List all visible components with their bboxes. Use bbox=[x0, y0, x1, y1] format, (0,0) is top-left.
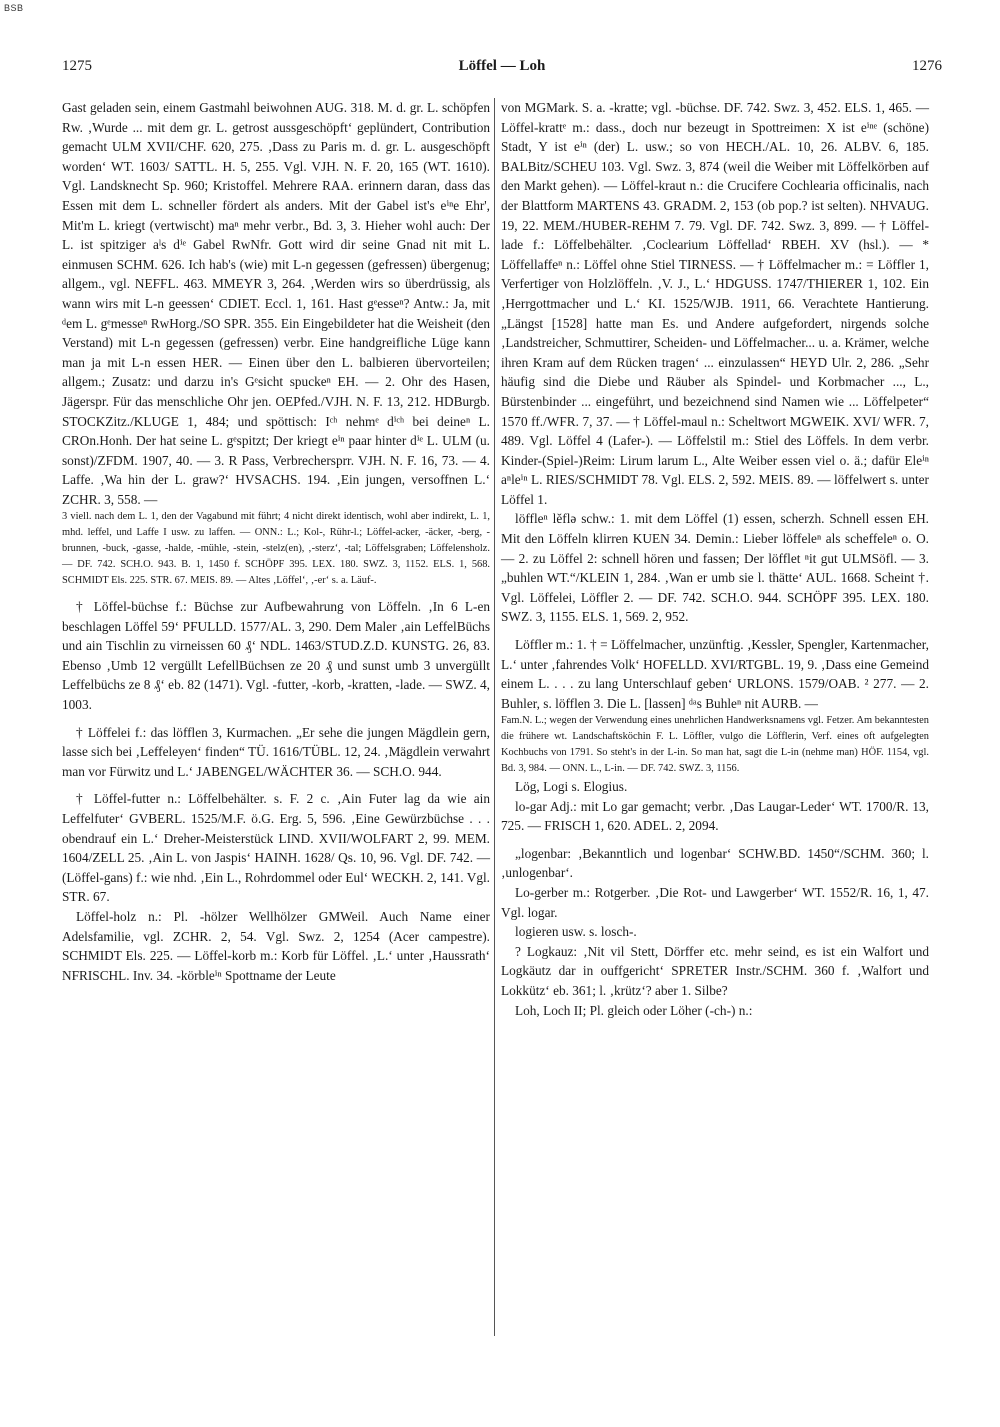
page-number-left: 1275 bbox=[62, 58, 92, 74]
page-header bbox=[62, 58, 942, 82]
right-column bbox=[501, 98, 929, 1020]
paragraph-gap bbox=[501, 627, 929, 635]
paragraph-gap bbox=[62, 781, 490, 789]
dictionary-entry: ? Logkauz: ‚Nit vil Stett, Dörffer etc. mehr seind, es ist ein Walfort und Logkäutz dar in ouffgericht‘ SPRETER Instr./SCHM. 360 f. ‚Walfort und Lokkütz‘ eb. 361; l. ‚krütz‘? aber 1. Silbe? bbox=[501, 943, 929, 998]
dictionary-entry: † Löffelei f.: das löfflen 3, Kurmachen. „Er sehe die jungen Mägdlein gern, lasse sich bei ‚Leffeleyen‘ finden“ TÜ. 1616/TÜBL. 12, 24. ‚Mägdlein verwahrt man vor Fürwitz und L.‘ JABENGEL/WÄCHTER 36. — SCH.O. 944. bbox=[62, 724, 490, 779]
dictionary-entry: † Löffel-büchse f.: Büchse zur Aufbewahrung von Löffeln. ‚In 6 L-en beschlagen Löffel 59‘ PFULLD. 1577/AL. 3, 290. Dem Maler ‚ain LeffelBüchs und ain Tischlin zu virneissen 60 ₰‘ NDL. 1463/STUD.Z.D. KUNSTG. 26, 83. Ebenso ‚Umb 12 vergüllt LefellBüchsen ze 20 ₰ und sunst umb 3 unvergüllt Leffelbüchs ze 8 ₰‘ eb. 82 (1471). Vgl. -futter, -korb, -kratten, -lade. — SWZ. 4, 1003. bbox=[62, 599, 490, 712]
library-stamp: BSB bbox=[4, 3, 24, 13]
entry-continuation: Gast geladen sein, einem Gastmahl beiwohnen AUG. 318. M. d. gr. L. schöpfen Rw. ‚Wurde ... mit dem gr. L. getrost aussgeschöpft‘ geplündert, Contribution gemacht ULM XVII/CHF. 620, 275. ‚Dass zu Paris m. d. gr. L. ausgeschöpft worden‘ WT. 1603/ SATTL. H. 5, 255. Vgl. VJH. N. F. 20, 165 (WT. 1610). Vgl. Landsknecht Sp. 960; Kristoffel. Mehrere RAA. erinnern daran, dass das Essen mit dem L. schneller fördert als anders. Mit der Gabel ist's eⁱⁿe Ehr', Mit'm L. kriegt (vertwischt) maⁿ mehr verbr., Bd. 3, 3. Hieher wohl auch: Der L. ist spitziger aˡs dⁱᵉ Gabel RwNfr. Gott wird dir seine Gnad nit mit L. einmusen SCHM. 626. Ich hab's (wie) mit L-n gegessen (gefressen) übergenug; allgem., vgl. NEFFL. 463. MMEYR 3, 264. ‚Werden wirs so überdrüssig, als wann wirs mit L-n geessen‘ CDIET. Eccl. 1, 161. Hast gᵉesseⁿ? Antw.: Ja, mit ᵈem L. gᵉmesseⁿ RwHorg./SO SPR. 355. Ein Eingebildeter hat die Weisheit (den Verstand) mit L-n gegessen (gefressen) verbr. Eine handgreifliche Lüge kann man ja mit L-n essen HER. — Einen über den L. balbieren übervorteilen; allgem.; Zusatz: und darzu in's Gᵉsicht spuckeⁿ EH. — 2. Ohr des Hasen, Jägerspr. Für das menschliche Ohr jen. OEPfed./VJH. N. F. 13, 212. HDBurgb. STOCKZitz./KLUGE 1, 484; und spöttisch: Iᶜʰ nehmᵉ dⁱᶜʰ bei deineⁿ L. CROn.Honh. Der hat seine L. gᵉspitzt; Der kriegt eⁱⁿ paar hinter dⁱᵉ L. ULM (u. sonst)/ZFDM. 1907, 40. — 3. R Pass, Verbrechersprr. VJH. N. F. 16, 73. — 4. Laffe. ‚Wa hin der L. graw?‘ HVSACHS. 194. ‚Ein jungen, versoffnen L.‘ ZCHR. 3, 558. — bbox=[62, 100, 490, 507]
dictionary-entry: lo-gar Adj.: mit Lo gar gemacht; verbr. ‚Das Laugar-Leder‘ WT. 1700/R. 13, 725. — FRISCH 1, 620. ADEL. 2, 2094. bbox=[501, 798, 929, 834]
running-title: Löffel — Loh bbox=[458, 58, 546, 74]
dictionary-entry: „logenbar: ‚Bekanntlich und logenbar‘ SCHW.BD. 1450“/SCHM. 360; l. ‚unlogenbar‘. bbox=[501, 845, 929, 881]
etymology-note: 3 viell. nach dem L. 1, den der Vagabund mit führt; 4 nicht direkt identisch, wohl aber indirekt, L. 1, mhd. leffel, und Laffe I usw. zu laffen. — ONN.: L.; Kol-, Rühr-l.; Löffel-acker, -äcker, -berg, -brunnen, -buck, -gasse, -halde, -mühle, -stein, -stelz(en), ‚-sterz‘, -tal; Löffelsgraben; Löffelensholz. — DF. 742. SCH.O. 943. B. 1, 1450 f. SCHÖPF 395. LEX. 180. SWZ. 3, 1152. ELS. 1, 568. SCHMIDT Els. 225. STR. 67. MEIS. 89. — Altes ‚Löffel‘, ‚-er‘ s. a. Läuf-. bbox=[62, 511, 490, 587]
page-number-right: 1276 bbox=[912, 58, 942, 74]
dictionary-entry: Löffler m.: 1. † = Löffelmacher, unzünftig. ‚Kessler, Spengler, Kartenmacher, L.‘ unter ‚fahrendes Volk‘ HOFELLD. XVI/RTGBL. 19, 9. ‚Dass eine Gemeind einem L. . . . zu lang Unterschlauf geben‘ URLONS. 1579/OAB. ² 277. — 2. Buhler, s. löfflen 3. Die L. [lassen] ᵈᵃs Buhleⁿ nit AURB. — bbox=[501, 637, 929, 711]
dictionary-entry: Löffel-holz n.: Pl. -hölzer Wellhölzer GMWeil. Auch Name einer Adelsfamilie, vgl. ZCHR. 2, 54. Vgl. Swz. 2, 1254 (Acer campestre). SCHMIDT Els. 225. — Löffel-korb m.: Korb für Löffel. ‚L.‘ unter ‚Haussrath‘ NFRISCHL. Inv. 34. -körbleⁱⁿ Spottname der Leute bbox=[62, 908, 490, 983]
dictionary-entry: Lög, Logi s. Elogius. bbox=[515, 779, 628, 795]
etymology-note: Fam.N. L.; wegen der Verwendung eines unehrlichen Handwerksnamens vgl. Fetzer. Am bekanntesten die frühere wt. Landschaftsköchin F. L. Löffler, vulgo die Löfflerin, Verf. eines oft aufgelegten Kochbuchs von 1791. So steht's in der L-in. So man hat, sagt die L-in (nehme man) HÖF. 1154, vgl. Bd. 3, 984. — ONN. L., L-in. — DF. 742. SWZ. 3, 1156. bbox=[501, 715, 929, 775]
paragraph-gap bbox=[62, 715, 490, 723]
left-column bbox=[62, 98, 490, 985]
paragraph-gap bbox=[501, 836, 929, 844]
dictionary-entry: Lo-gerber m.: Rotgerber. ‚Die Rot- und Lawgerber‘ WT. 1552/R. 16, 1, 47. Vgl. logar. bbox=[501, 885, 929, 920]
dictionary-entry: Loh, Loch II; Pl. gleich oder Löher (-ch-) n.: bbox=[515, 1002, 753, 1018]
paragraph-gap bbox=[62, 589, 490, 597]
column-divider bbox=[494, 98, 495, 1336]
dictionary-entry: † Löffel-futter n.: Löffelbehälter. s. F. 2 c. ‚Ain Futer lag da wie ain Leffelfuter‘ GVBERL. 1525/M.F. ö.G. Erg. 5, 596. ‚Eine Gewürzbüchse . . . obendrauf ein L.‘ Dreher-Meisterstück LIND. XVII/WOLFART 2, 99. MEM. 1604/ZELL 25. ‚Ain L. von Jaspis‘ HAINH. 1628/ Qs. 10, 96. Vgl. DF. 742. — (Löffel-gans) f.: wie nhd. ‚Ein L., Rohrdommel oder Eul‘ WECKH. 2, 141. Vgl. STR. 67. bbox=[62, 791, 490, 905]
entry-continuation: von MGMark. S. a. -kratte; vgl. -büchse. DF. 742. Swz. 3, 452. ELS. 1, 465. — Löffel-krattᵉ m.: dass., doch nur bezeugt in Spottreimen: X ist eⁱⁿᵉ (schöne) Stadt, Y ist eⁱⁿ (der) L. usw.; so von HECH./AL. 10, 26. ALBV. 6, 185. BALBitz/SCHEU 103. Vgl. Swz. 3, 874 (weil die Weiber mit Löffelkörben auf den Markt gehen). — Löffel-kraut n.: die Crucifere Cochlearia officinalis, nach der Blattform MARTENS 43. GRADM. 2, 153 (ob pop.? ist selten). NHVAUG. 19, 22. MEM./HUBER-REHM 7. 79. Vgl. DF. 742. Swz. 3, 899. — † Löffel-lade f.: Löffelbehälter. ‚Coclearium Löffellad‘ RBEH. XV (hsl.). — * Löffellaffeⁿ n.: Löffel ohne Stiel TIRNESS. — † Löffelmacher m.: = Löffler 1, Verfertiger von Holzlöffeln. ‚V. J., L.‘ HDGUSS. 1747/THIERER 1, 102. Ein ‚Herrgottmacher und L.‘ KI. 1525/WJB. 1911, 66. Verachtete Hantierung. „Längst [1528] hatte man Es. und Andere aufgefordert, nirgends solche ‚Landstreicher, Schmuttirer, Scheiden- und Löffelmacher... u. a. Krämer, welche ihren Kram auf dem Rücken tragen‘ ... einzulassen“ HEYD Ulr. 2, 286. „Sehr häufig sind die Diebe und Räuber als Spindel- und Korbmacher ..., L., Bürstenbinder ... eingeführt, und bezeichnend sind Namen wie ... Löffelpeter“ 1570 ff./WFR. 7, 37. — † Löffel-maul n.: Scheltwort MGWEIK. XVI/ WFR. 7, 489. Vgl. Löffel 4 (Lafer-). — Löffelstil m.: Stiel des Löffels. In dem verbr. Kinder-(Spiel-)Reim: Lirum larum L., Alte Weiber essen viel o. ä.; dafür Eleⁱⁿ aⁿleⁱⁿ L. RIES/SCHMIDT 78. Vgl. ELS. 2, 592. MEIS. 89. — löffelwert s. unter Löffel 1. bbox=[501, 100, 929, 507]
dictionary-entry: löffleⁿ lĕflə schw.: 1. mit dem Löffel (1) essen, scherzh. Schnell essen EH. Mit den Löffeln klirren KUEN 34. Demin.: Lieber löffeleⁿ als scheffeleⁿ o. O. — 2. zu Löffel 2: schnell hören und fassen; Der löfflet ⁿit gut ULMSöfl. — 3. „buhlen WT.“/KLEIN 1, 284. ‚Wan er umb sie l. thätte‘ AUL. 1668. Scheint †. Vgl. Löffelei, Löffler 2. — DF. 742. SCH.O. 944. SCHÖPF 395. LEX. 180. SWZ. 3, 1155. ELS. 1, 569. 2, 952. bbox=[501, 511, 929, 625]
dictionary-entry: logieren usw. s. losch-. bbox=[515, 924, 637, 940]
